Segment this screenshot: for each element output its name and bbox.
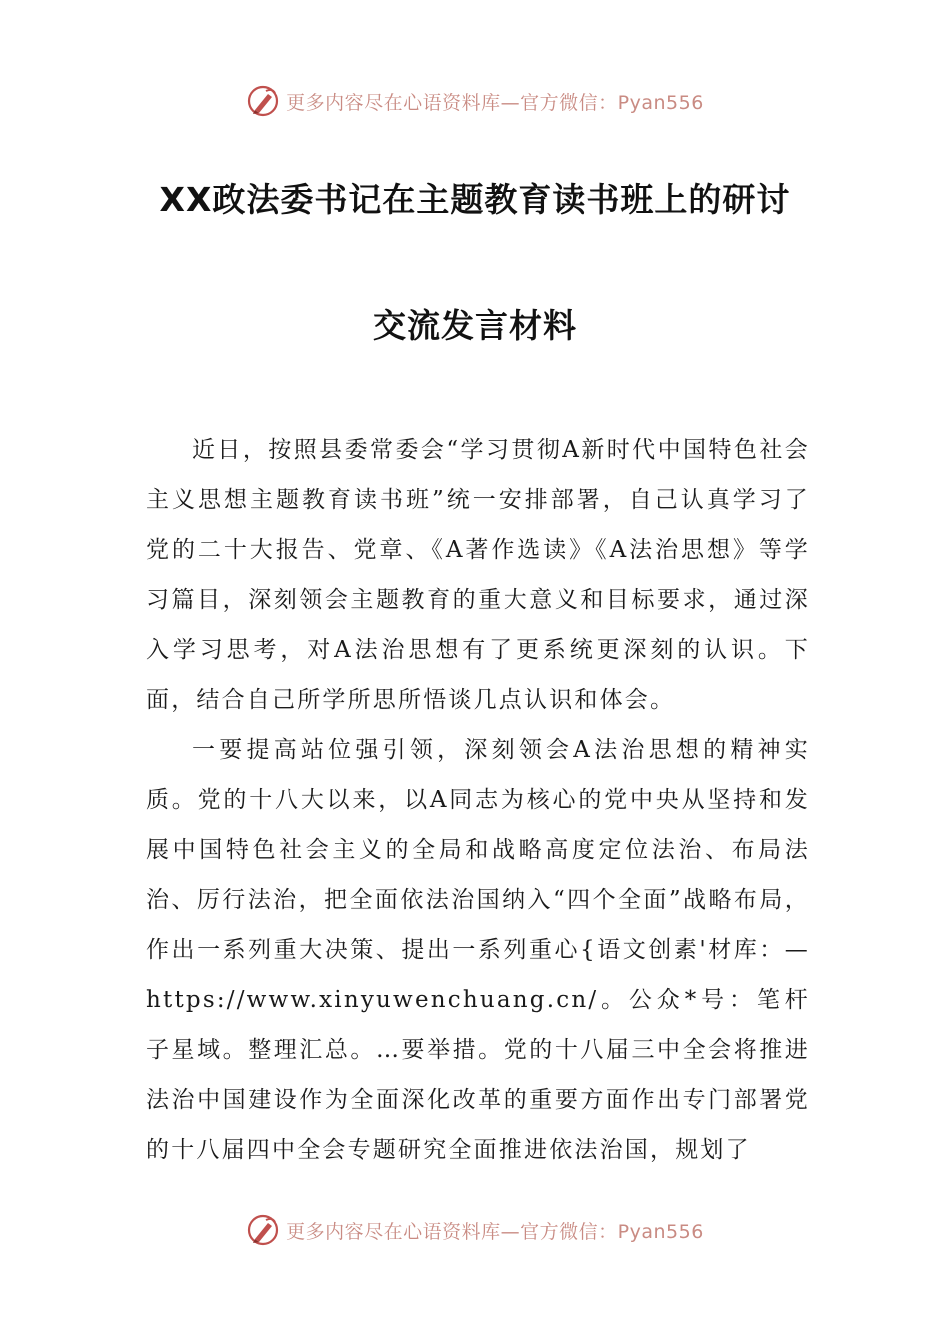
pen-logo-icon xyxy=(246,1213,280,1247)
document-title-line-1: XX政法委书记在主题教育读书班上的研讨 xyxy=(159,180,791,219)
paragraph: 一要提高站位强引领，深刻领会A法治思想的精神实质。党的十八大以来，以A同志为核心的党中央从坚持和发展中国特色社会主义的全局和战略高度定位法治、布局法治、厉行法治，把全面依法治国纳入“四个全面”战略布局，作出一系列重大决策、提出一系列重心{语文创素'材库：—https://www.xinyuwenchuang.cn/。公众*号：笔杆子星域。整理汇总。…要举措。党的十八届三中全会将推进法治中国建设作为全面深化改革的重要方面作出专门部署党的十八届四中全会专题研究全面推进依法治国，规划了 xyxy=(146,737,810,1163)
document-title-line-2: 交流发言材料 xyxy=(373,306,577,345)
header-watermark xyxy=(0,84,950,118)
paragraph: 近日，按照县委常委会“学习贯彻A新时代中国特色社会主义思想主题教育读书班”统一安排部署，自己认真学习了党的二十大报告、党章、《A著作选读》《A法治思想》等学习篇目，深刻领会主题教育的重大意义和目标要求，通过深入学习思考，对A法治思想有了更系统更深刻的认识。下面，结合自己所学所思所悟谈几点认识和体会。 xyxy=(146,437,810,713)
pen-logo-icon xyxy=(246,84,280,118)
document-body xyxy=(146,425,810,1175)
footer-watermark xyxy=(0,1213,950,1247)
watermark-text: 更多内容尽在心语资料库—官方微信：Pyan556 xyxy=(286,1220,704,1243)
watermark-text: 更多内容尽在心语资料库—官方微信：Pyan556 xyxy=(286,91,704,114)
